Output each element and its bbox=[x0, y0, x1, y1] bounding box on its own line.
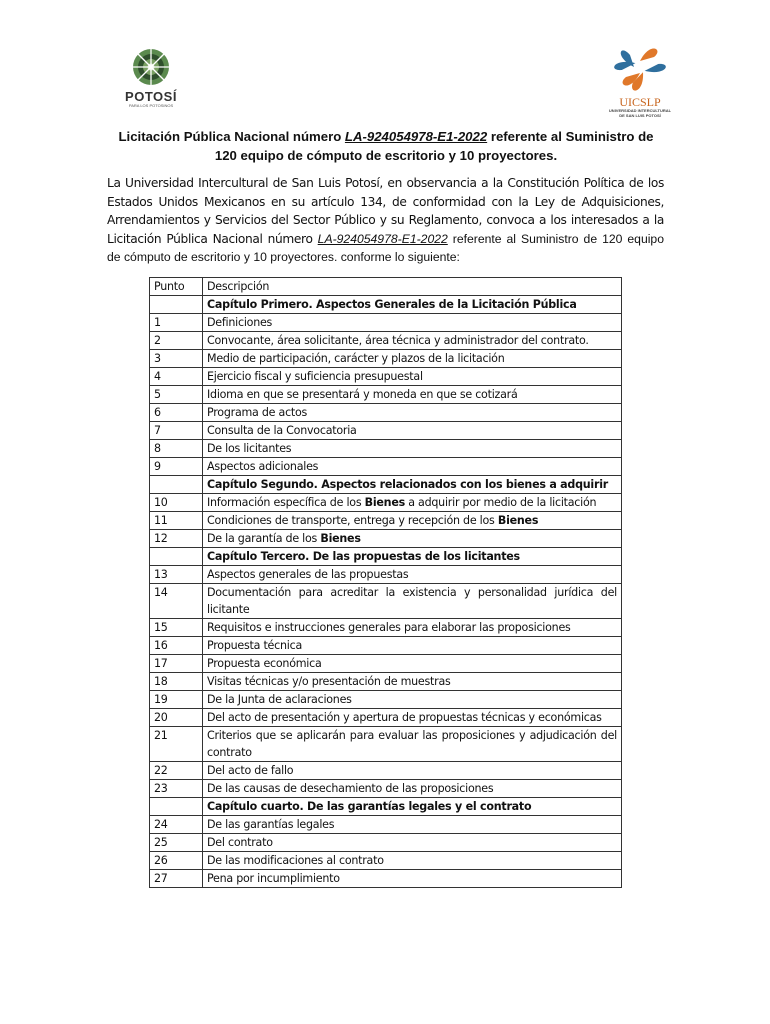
chapter-row bbox=[150, 476, 622, 494]
table-row bbox=[150, 422, 622, 440]
row-number: 21 bbox=[150, 727, 203, 762]
row-description: Propuesta técnica bbox=[203, 637, 622, 655]
chapter-row bbox=[150, 798, 622, 816]
table-row bbox=[150, 709, 622, 727]
table-row bbox=[150, 440, 622, 458]
row-description: Programa de actos bbox=[203, 404, 622, 422]
row-description: De los licitantes bbox=[203, 440, 622, 458]
uicslp-subtitle-1: UNIVERSIDAD INTERCULTURAL bbox=[608, 108, 672, 113]
title-suffix: referente al Suministro de 120 equipo de cómputo de escritorio y 10 proyectores. bbox=[214, 129, 654, 163]
row-number: 24 bbox=[150, 816, 203, 834]
table-row bbox=[150, 780, 622, 798]
row-number: 16 bbox=[150, 637, 203, 655]
header-descripcion: Descripción bbox=[203, 278, 622, 296]
intro-text: La Universidad Intercultural de San Luis Potosí, en observancia a la Constitución Política de los Estados Unidos Mexicanos en su artículo 134, de conformidad con la Ley de Adquisiciones, Arrendamientos y Servicios del Sector Público y su Reglamento, convoca a los interesados a la Licitación Pública Nacional número bbox=[107, 176, 664, 246]
intro-middle: referente al Suministro de 120 equipo de cómputo de escritorio y 10 proyectores. bbox=[107, 231, 664, 264]
row-number: 2 bbox=[150, 332, 203, 350]
desc-text: Condiciones de transporte, entrega y recepción de los bbox=[207, 514, 498, 527]
row-number: 14 bbox=[150, 584, 203, 619]
desc-bold-term: Bienes bbox=[320, 532, 361, 545]
uicslp-subtitle-2: DE SAN LUIS POTOSÍ bbox=[619, 113, 661, 118]
row-number: 26 bbox=[150, 852, 203, 870]
row-description: De las modificaciones al contrato bbox=[203, 852, 622, 870]
row-number: 20 bbox=[150, 709, 203, 727]
row-number: 17 bbox=[150, 655, 203, 673]
document-title bbox=[108, 127, 664, 165]
table-row bbox=[150, 852, 622, 870]
row-description: Convocante, área solicitante, área técnica y administrador del contrato. bbox=[203, 332, 622, 350]
uicslp-brand: UICSLP bbox=[619, 95, 661, 109]
row-description: De las causas de desechamiento de las proposiciones bbox=[203, 780, 622, 798]
chapter-title: Capítulo Segundo. Aspectos relacionados con los bienes a adquirir bbox=[203, 476, 622, 494]
table-row bbox=[150, 350, 622, 368]
desc-text-tail: a adquirir por medio de la licitación bbox=[404, 496, 597, 509]
table-row bbox=[150, 870, 622, 888]
desc-text: De la garantía de los bbox=[207, 532, 321, 545]
row-number: 7 bbox=[150, 422, 203, 440]
row-description: Aspectos generales de las propuestas bbox=[203, 566, 622, 584]
chapter-title: Capítulo cuarto. De las garantías legales y el contrato bbox=[203, 798, 622, 816]
row-description: Idioma en que se presentará y moneda en que se cotizará bbox=[203, 386, 622, 404]
row-number: 3 bbox=[150, 350, 203, 368]
desc-bold-term: Bienes bbox=[364, 496, 405, 509]
chapter-title: Capítulo Tercero. De las propuestas de los licitantes bbox=[203, 548, 622, 566]
intro-tender-code: LA-924054978-E1-2022 bbox=[317, 231, 448, 246]
row-description bbox=[203, 494, 622, 512]
table-row bbox=[150, 762, 622, 780]
desc-text: Información específica de los bbox=[207, 496, 365, 509]
table-row bbox=[150, 386, 622, 404]
table-row bbox=[150, 637, 622, 655]
row-description: Del acto de presentación y apertura de propuestas técnicas y económicas bbox=[203, 709, 622, 727]
tender-code: LA-924054978-E1-2022 bbox=[344, 129, 488, 144]
row-number bbox=[150, 296, 203, 314]
header-punto: Punto bbox=[150, 278, 203, 296]
row-number: 4 bbox=[150, 368, 203, 386]
row-number: 9 bbox=[150, 458, 203, 476]
row-description: Documentación para acreditar la existencia y personalidad jurídica del licitante bbox=[203, 584, 622, 619]
row-number: 19 bbox=[150, 691, 203, 709]
row-description: Requisitos e instrucciones generales para elaborar las proposiciones bbox=[203, 619, 622, 637]
table-row bbox=[150, 332, 622, 350]
potosi-subtitle: PARA LOS POTOSINOS bbox=[128, 103, 174, 108]
row-number bbox=[150, 476, 203, 494]
row-number: 8 bbox=[150, 440, 203, 458]
table-row bbox=[150, 673, 622, 691]
row-description: Consulta de la Convocatoria bbox=[203, 422, 622, 440]
row-description: Pena por incumplimiento bbox=[203, 870, 622, 888]
potosi-brand: POTOSÍ bbox=[125, 89, 177, 104]
row-description: Del contrato bbox=[203, 834, 622, 852]
row-description: Ejercicio fiscal y suficiencia presupuestal bbox=[203, 368, 622, 386]
intro-tail: conforme lo siguiente: bbox=[337, 250, 460, 264]
row-description: Medio de participación, carácter y plazos de la licitación bbox=[203, 350, 622, 368]
table-row bbox=[150, 816, 622, 834]
row-description: De las garantías legales bbox=[203, 816, 622, 834]
table-row bbox=[150, 530, 622, 548]
row-number: 22 bbox=[150, 762, 203, 780]
row-description: Criterios que se aplicarán para evaluar las proposiciones y adjudicación del contrato bbox=[203, 727, 622, 762]
row-number: 12 bbox=[150, 530, 203, 548]
desc-bold-term: Bienes bbox=[497, 514, 539, 527]
row-number: 11 bbox=[150, 512, 203, 530]
table-row bbox=[150, 691, 622, 709]
chapter-title: Capítulo Primero. Aspectos Generales de la Licitación Pública bbox=[203, 296, 622, 314]
row-number bbox=[150, 798, 203, 816]
row-description: Del acto de fallo bbox=[203, 762, 622, 780]
table-row bbox=[150, 314, 622, 332]
table-row bbox=[150, 584, 622, 619]
row-number: 5 bbox=[150, 386, 203, 404]
table-row bbox=[150, 404, 622, 422]
chapter-row bbox=[150, 548, 622, 566]
table-row bbox=[150, 619, 622, 637]
row-description bbox=[203, 530, 622, 548]
table-row bbox=[150, 458, 622, 476]
row-description: Definiciones bbox=[203, 314, 622, 332]
table-row bbox=[150, 727, 622, 762]
table-header-row bbox=[150, 278, 622, 296]
table-row bbox=[150, 368, 622, 386]
row-description bbox=[203, 512, 622, 530]
row-number: 23 bbox=[150, 780, 203, 798]
row-number: 1 bbox=[150, 314, 203, 332]
table-row bbox=[150, 566, 622, 584]
potosi-logo bbox=[112, 46, 190, 126]
table-row bbox=[150, 494, 622, 512]
intro-paragraph bbox=[107, 174, 664, 267]
title-prefix: Licitación Pública Nacional número bbox=[118, 129, 345, 144]
row-number: 10 bbox=[150, 494, 203, 512]
uicslp-logo bbox=[600, 36, 680, 126]
row-number: 15 bbox=[150, 619, 203, 637]
chapter-row bbox=[150, 296, 622, 314]
potosi-mosaic-icon bbox=[128, 46, 174, 88]
row-description: Visitas técnicas y/o presentación de muestras bbox=[203, 673, 622, 691]
contents-table bbox=[149, 277, 622, 888]
table-row bbox=[150, 512, 622, 530]
uicslp-star-icon bbox=[609, 36, 671, 98]
row-description: Propuesta económica bbox=[203, 655, 622, 673]
row-number: 27 bbox=[150, 870, 203, 888]
row-description: De la Junta de aclaraciones bbox=[203, 691, 622, 709]
table-row bbox=[150, 655, 622, 673]
row-number: 6 bbox=[150, 404, 203, 422]
row-number: 18 bbox=[150, 673, 203, 691]
row-number bbox=[150, 548, 203, 566]
row-number: 13 bbox=[150, 566, 203, 584]
row-description: Aspectos adicionales bbox=[203, 458, 622, 476]
table-row bbox=[150, 834, 622, 852]
row-number: 25 bbox=[150, 834, 203, 852]
